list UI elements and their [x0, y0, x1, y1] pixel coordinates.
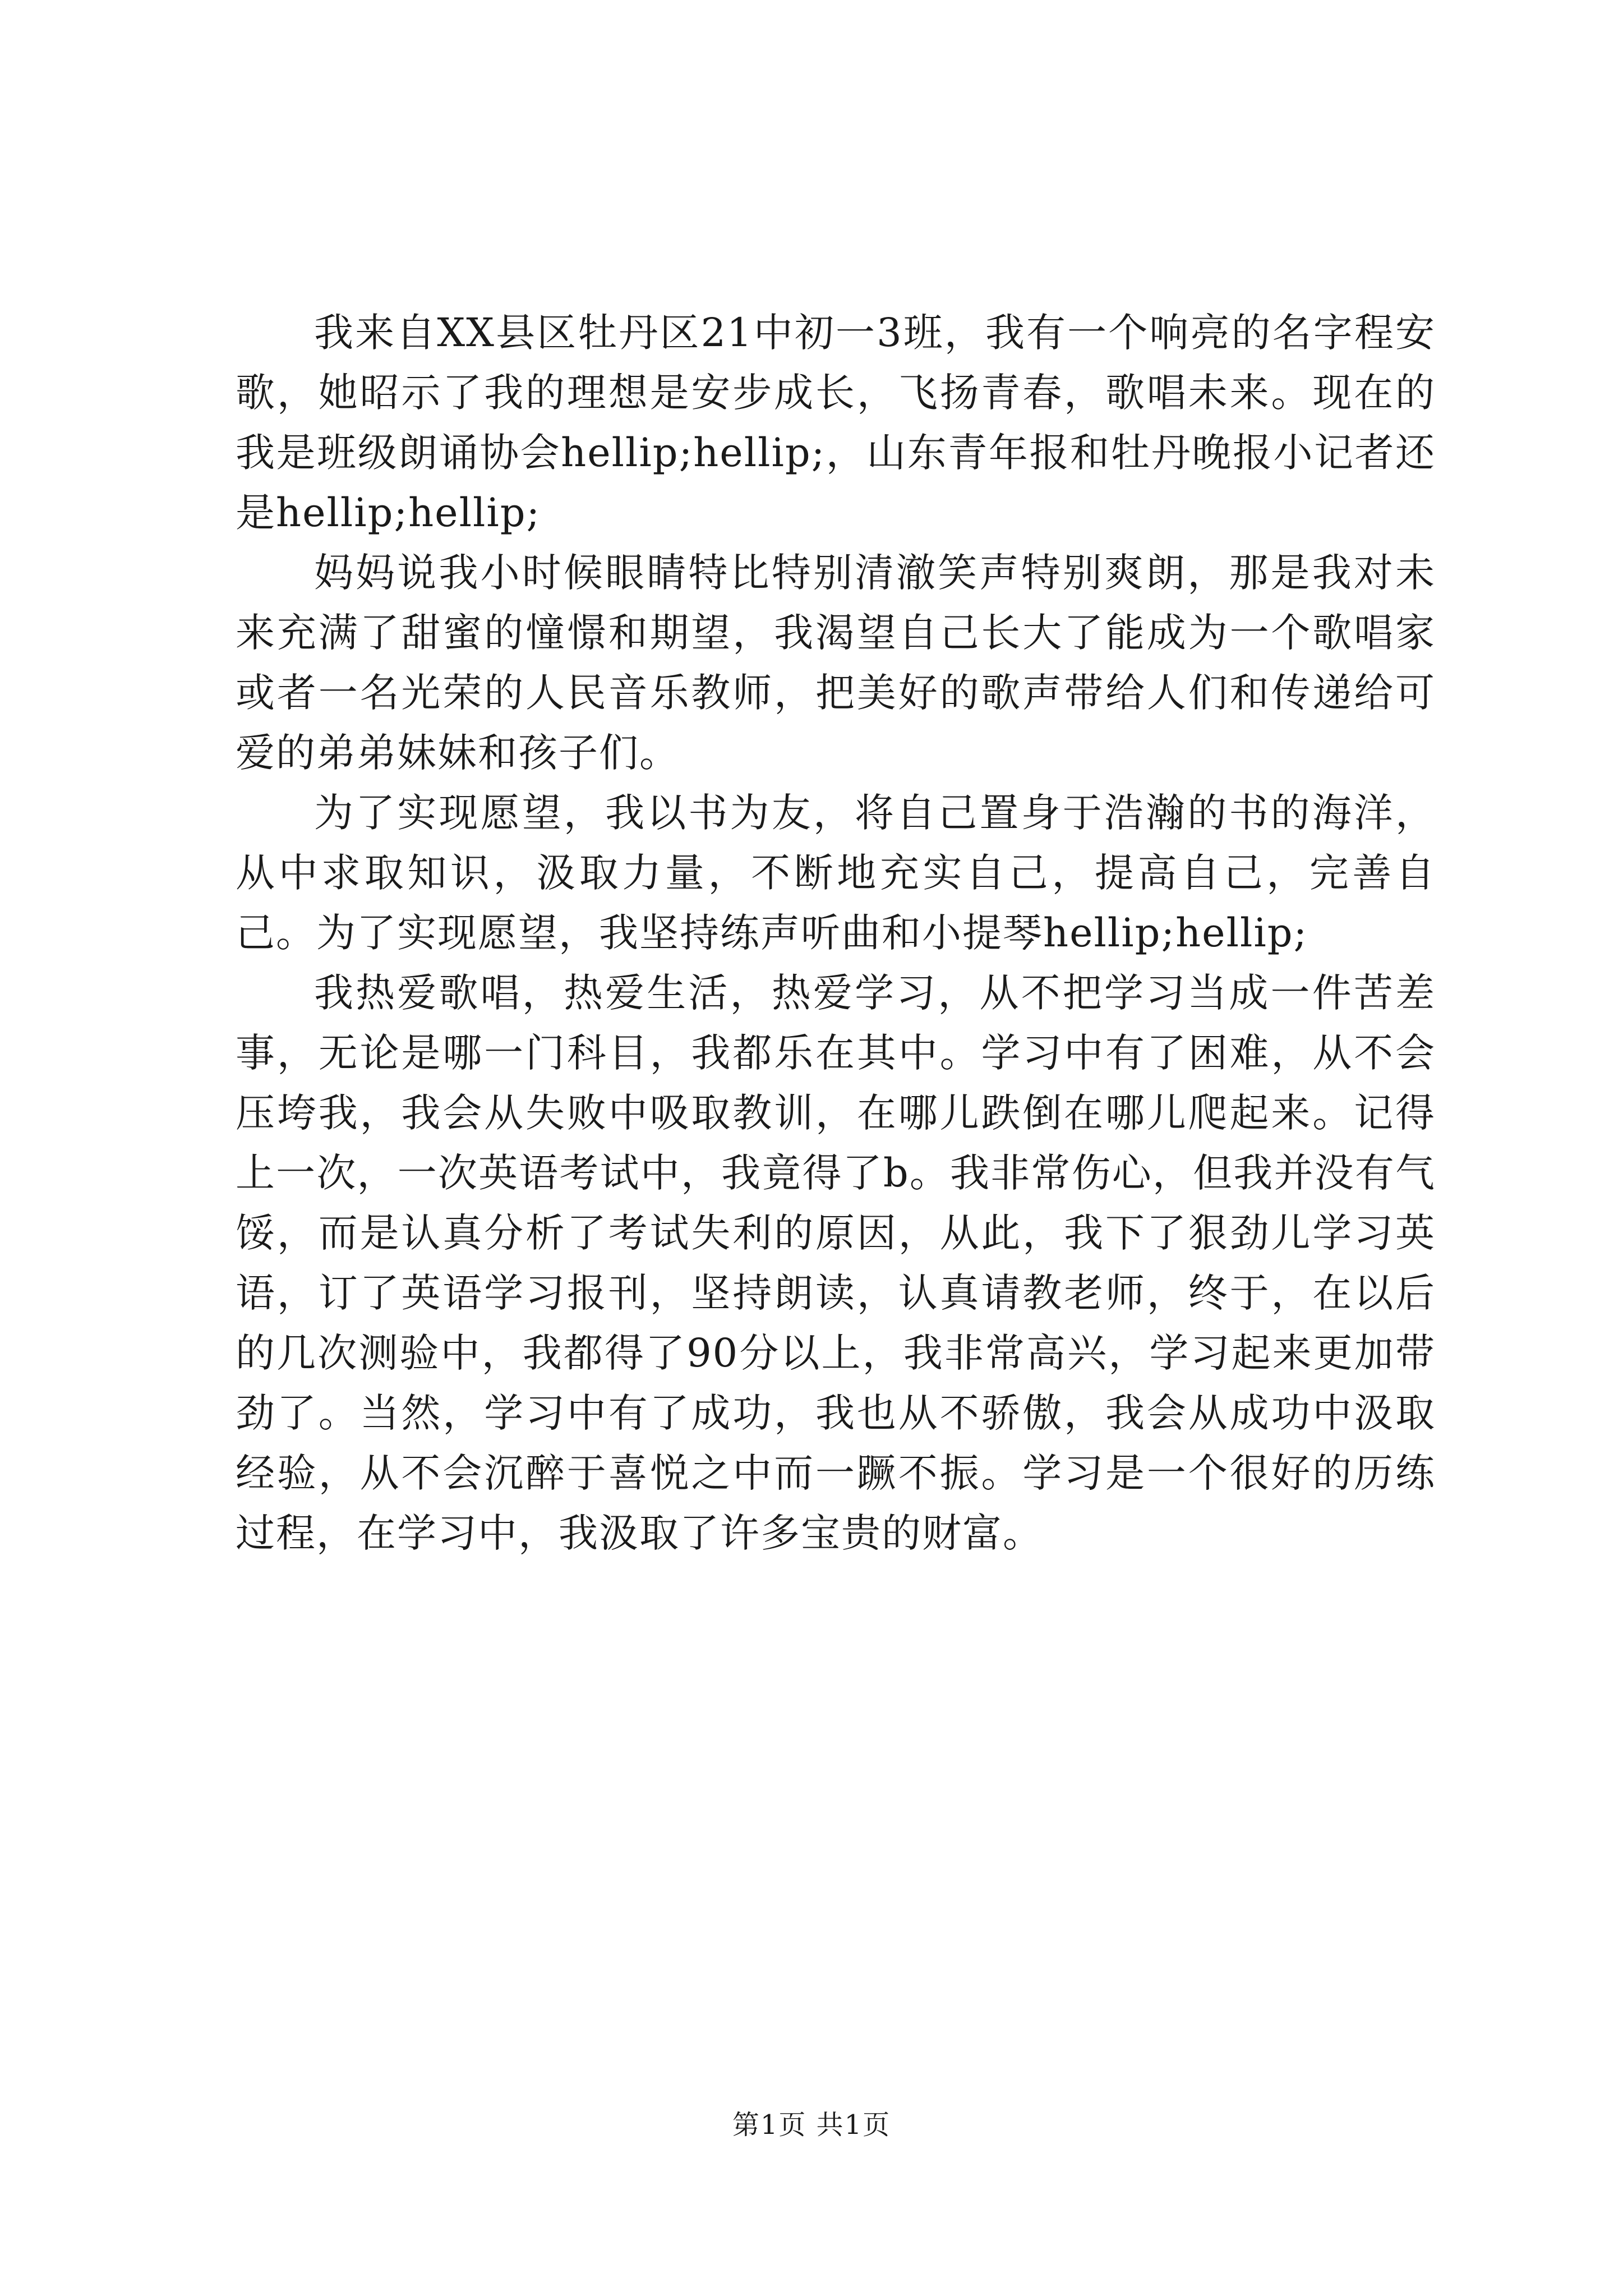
paragraph-4: 我热爱歌唱，热爱生活，热爱学习，从不把学习当成一件苦差事，无论是哪一门科目，我都乐在其中。学习中有了困难，从不会压垮我，我会从失败中吸取教训，在哪儿跌倒在哪儿爬起来。记得上一次，一次英语考试中，我竟得了b。我非常伤心，但我并没有气馁，而是认真分析了考试失利的原因，从此，我下了狠劲儿学习英语，订了英语学习报刊，坚持朗读，认真请教老师，终于，在以后的几次测验中，我都得了90分以上，我非常高兴，学习起来更加带劲了。当然，学习中有了成功，我也从不骄傲，我会从成功中汲取经验，从不会沉醉于喜悦之中而一蹶不振。学习是一个很好的历练过程，在学习中，我汲取了许多宝贵的财富。	[236, 970, 1436, 1556]
page-footer: 第1页 共1页	[732, 2109, 891, 2141]
document-body	[236, 303, 1436, 1563]
paragraph-3: 为了实现愿望，我以书为友，将自己置身于浩瀚的书的海洋，从中求取知识，汲取力量，不断地充实自己，提高自己，完善自己。为了实现愿望，我坚持练声听曲和小提琴hellip;hellip;	[236, 790, 1436, 956]
paragraph-2: 妈妈说我小时候眼睛特比特别清澈笑声特别爽朗，那是我对未来充满了甜蜜的憧憬和期望，我渴望自己长大了能成为一个歌唱家或者一名光荣的人民音乐教师，把美好的歌声带给人们和传递给可爱的弟弟妹妹和孩子们。	[236, 550, 1436, 776]
paragraph-1: 我来自XX县区牡丹区21中初一3班，我有一个响亮的名字程安歌，她昭示了我的理想是安步成长，飞扬青春，歌唱未来。现在的我是班级朗诵协会hellip;hellip;，山东青年报和牡丹晚报小记者还是hellip;hellip;	[236, 310, 1436, 536]
